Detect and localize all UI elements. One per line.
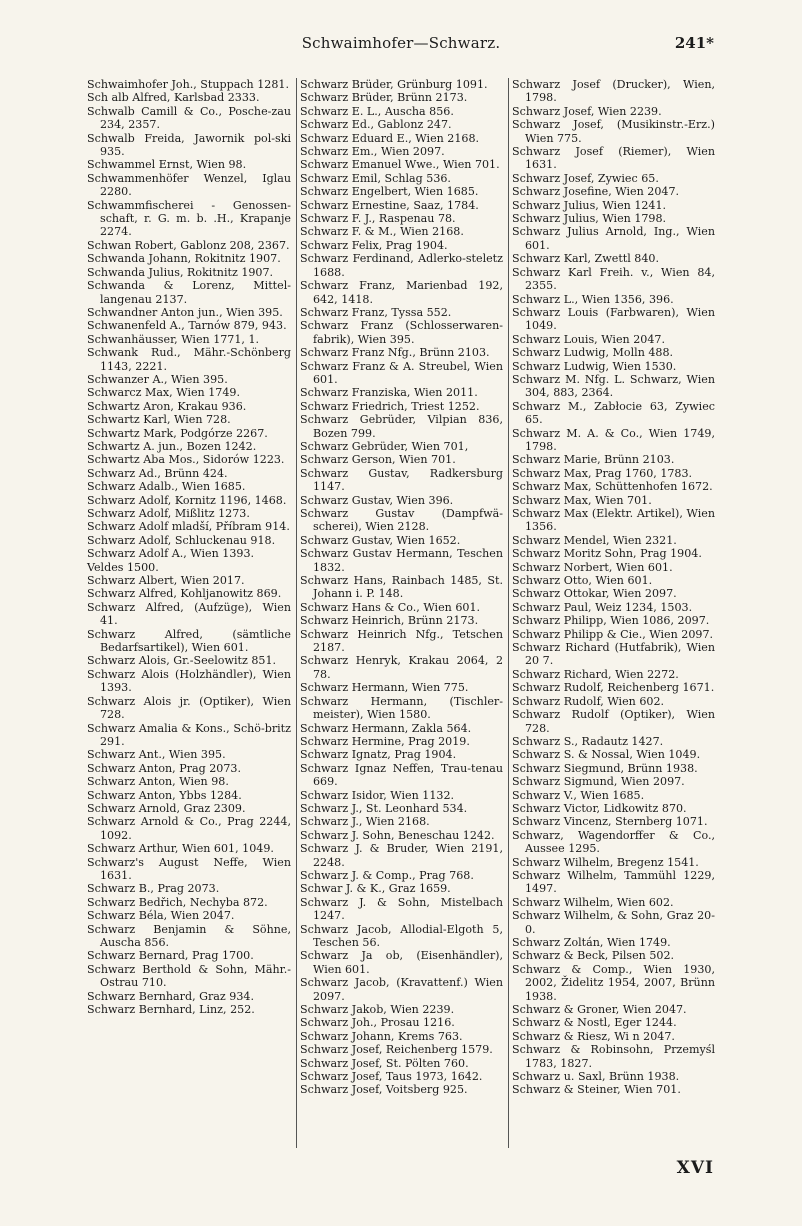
directory-entry: Schwarz Alois (Holzhändler), Wien 1393. [87, 667, 291, 695]
directory-entry: Schwarz Franz, Tyssa 552. [300, 305, 452, 319]
directory-entry: Schwarz Alois jr. (Optiker), Wien 728. [87, 694, 291, 722]
directory-entry: Schwarz Siegmund, Brünn 1938. [512, 761, 698, 775]
directory-entry: Schwarz & Nostl, Eger 1244. [512, 1016, 677, 1030]
directory-entry: Schwarz F. J., Raspenau 78. [300, 212, 456, 226]
directory-entry: Schwarz Karl, Zwettl 840. [512, 252, 660, 266]
directory-entry: Schwarz Franziska, Wien 2011. [300, 386, 478, 400]
directory-entry: Schwarz Ja ob, (Eisenhändler), Wien 601. [300, 949, 503, 976]
directory-entry: Schwarz Max, Wien 701. [512, 493, 652, 507]
column-1 [84, 78, 296, 1148]
directory-entry: Schwarz u. Saxl, Brünn 1938. [512, 1070, 680, 1084]
directory-entry: Schwarz Emanuel Wwe., Wien 701. [300, 158, 500, 172]
directory-entry: Schwarz Philipp, Wien 1086, 2097. [512, 614, 710, 628]
directory-entry: Schwarz Paul, Weiz 1234, 1503. [512, 600, 693, 614]
directory-entry: Schwanzer A., Wien 395. [87, 372, 228, 386]
directory-entry: Schwarz Ed., Gablonz 247. [300, 118, 452, 132]
directory-entry: Schwarz Wilhelm, Tammühl 1229, 1497. [512, 868, 715, 896]
directory-entry: Schwarz Max (Elektr. Artikel), Wien 1356. [512, 507, 715, 534]
directory-entry: Schwarz Marie, Brünn 2103. [512, 453, 675, 467]
directory-entry: Schwarz M. Nfg. L. Schwarz, Wien 304, 883, 2364. [512, 372, 715, 400]
directory-entry: Schwarz Heinrich Nfg., Tetschen 2187. [300, 627, 503, 655]
directory-entry: Schwarz Jacob, Allodial-Elgoth 5, Teschen 56. [300, 922, 503, 949]
directory-entry: Schwarz Isidor, Wien 1132. [300, 788, 455, 802]
directory-entry: Schwarz B., Prag 2073. [87, 882, 220, 896]
directory-entry: Schwarz Anton, Wien 98. [87, 775, 229, 789]
directory-entry: Schwan Robert, Gablonz 208, 2367. [87, 238, 290, 252]
directory-entry: Schwarz Arnold, Graz 2309. [87, 801, 246, 815]
directory-entry: Schwarz Max, Prag 1760, 1783. [512, 466, 693, 480]
directory-entry: Schwarz Gustav Hermann, Teschen 1832. [300, 547, 503, 574]
directory-entry: Schwarz Josef (Riemer), Wien 1631. [512, 145, 715, 172]
directory-entry: Schwarz S., Radautz 1427. [512, 734, 664, 748]
directory-entry: Schwarz Bedřich, Nechyba 872. [87, 895, 268, 909]
directory-entry: Schwanda Johann, Rokitnitz 1907. [87, 252, 281, 266]
directory-entry: Schwarz Rudolf, Reichenberg 1671. [512, 681, 715, 695]
column-3 [508, 78, 720, 1148]
directory-entry: Schwarz Emil, Schlag 536. [300, 171, 451, 185]
directory-entry: Schwammel Ernst, Wien 98. [87, 158, 247, 172]
directory-entry: Schwarz Richard (Hutfabrik), Wien 20 7. [512, 641, 715, 668]
directory-entry: Schwarz Johann, Krems 763. [300, 1029, 463, 1043]
directory-entry: Schwarz Adolf mladší, Příbram 914. [87, 520, 290, 534]
directory-entry: Schwarz Friedrich, Triest 1252. [300, 399, 480, 413]
directory-entry: Schwarz Rudolf (Optiker), Wien 728. [512, 708, 715, 735]
directory-entry: Schwarz Hermann, Wien 775. [300, 681, 469, 695]
directory-entry: Schwarz Ad., Brünn 424. [87, 466, 228, 480]
directory-entry: Schwarz, Wagendorffer & Co., Aussee 1295. [512, 828, 715, 856]
directory-entry: Schwarz Wilhelm, Bregenz 1541. [512, 855, 699, 869]
directory-entry: Schwarz Ludwig, Molln 488. [512, 346, 674, 360]
directory-entry: Schwarz Josef, (Musikinstr.-Erz.) Wien 775. [512, 118, 715, 145]
directory-entry: Schwarz & Beck, Pilsen 502. [512, 949, 675, 963]
directory-entry: Schwarz Adolf, Mißlitz 1273. [87, 507, 250, 520]
directory-entry: Schwarz Louis, Wien 2047. [512, 332, 665, 346]
directory-entry: Schwarz Adolf, Schluckenau 918. [87, 533, 276, 547]
directory-entry: Schwarz Josef, Wien 2239. [512, 104, 662, 118]
directory-entry: Schwarz Anton, Prag 2073. [87, 761, 242, 775]
directory-entry: Schwarz Ferdinand, Adlerko-steletz 1688. [300, 252, 503, 279]
directory-entry: Schwarz Rudolf, Wien 602. [512, 694, 665, 708]
directory-entry: Schwarz Bernhard, Linz, 252. [87, 1003, 255, 1017]
directory-entry: Schwarz Em., Wien 2097. [300, 145, 445, 159]
directory-entry: Schwarz Julius, Wien 1798. [512, 212, 667, 226]
directory-entry: Schwanda Julius, Rokitnitz 1907. [87, 265, 274, 279]
directory-entry: Schwarz Adolf A., Wien 1393. [87, 547, 255, 561]
directory-entry: Schwarz J. & Comp., Prag 768. [300, 868, 474, 882]
directory-entry: Schwarz Zoltán, Wien 1749. [512, 936, 671, 949]
directory-entry: Schwarz Béla, Wien 2047. [87, 909, 235, 923]
directory-entry: Schwarz J., Wien 2168. [300, 815, 430, 829]
directory-entry: Schwarz J. & Sohn, Mistelbach 1247. [300, 895, 503, 923]
directory-entry: Schwarz Philipp & Cie., Wien 2097. [512, 627, 714, 641]
directory-entry: Schwarz Hans & Co., Wien 601. [300, 600, 481, 614]
directory-entry: Schwarz Albert, Wien 2017. [87, 574, 245, 588]
directory-entry: Schwarz Josef, Zywiec 65. [512, 171, 659, 185]
directory-entry: Schwarz Julius, Wien 1241. [512, 198, 667, 212]
directory-entry: Schwarz Wilhelm, & Sohn, Graz 20-0. [512, 909, 715, 936]
directory-entry: Sch alb Alfred, Karlsbad 2333. [87, 91, 260, 105]
directory-entry: Schwank Rud., Mähr.-Schönberg 1143, 2221. [87, 346, 291, 373]
directory-entry: Schwarz Hans, Rainbach 1485, St. Johann i. P. 148. [300, 574, 503, 601]
directory-entry: Schwanenfeld A., Tarnów 879, 943. [87, 319, 287, 333]
directory-entry: Schwarz Wilhelm, Wien 602. [512, 895, 674, 909]
directory-entry: Schwarz Bernhard, Graz 934. [87, 989, 254, 1003]
directory-entry: Schwarz Berthold & Sohn, Mähr.-Ostrau 710. [87, 962, 291, 990]
directory-entry: Schwarz Louis (Farbwaren), Wien 1049. [512, 305, 715, 333]
directory-entry: Schwarz Hermann, Zakla 564. [300, 721, 472, 735]
directory-entry: Schwarz Franz & A. Streubel, Wien 601. [300, 359, 503, 386]
directory-entry: Schwarz Alfred, (Aufzüge), Wien 41. [87, 600, 291, 628]
directory-entry: Schwarz Arthur, Wien 601, 1049. [87, 842, 274, 856]
directory-entry: Schwarz Eduard E., Wien 2168. [300, 131, 480, 145]
directory-entry: Schwarz Ignatz, Prag 1904. [300, 748, 457, 762]
directory-entry: Schwarz S. & Nossal, Wien 1049. [512, 748, 701, 762]
directory-entry: Schwarz & Comp., Wien 1930, 2002, Židelitz 1954, 2007, Brünn 1938. [512, 962, 715, 1003]
directory-entry: Schwarz Joh., Prosau 1216. [300, 1016, 455, 1030]
directory-entry: Schwarz Franz, Marienbad 192, 642, 1418. [300, 279, 503, 306]
directory-entry: Schwarz Felix, Prag 1904. [300, 238, 448, 252]
directory-entry: Schwalb Freida, Jawornik pol-ski 935. [87, 131, 291, 159]
directory-entry: Schwarz & Robinsohn, Przemyśl 1783, 1827. [512, 1043, 715, 1070]
directory-entry: Schwarz F. & M., Wien 2168. [300, 225, 464, 239]
directory-entry: Schwarz Heinrich, Brünn 2173. [300, 614, 479, 628]
directory-entry: Schwarz & Riesz, Wi n 2047. [512, 1029, 675, 1043]
directory-entry: Schwarz M., Zabłocie 63, Zywiec 65. [512, 399, 715, 427]
directory-entry: Schwarz Brüder, Brünn 2173. [300, 91, 468, 105]
directory-entry: Schwanhäusser, Wien 1771, 1. [87, 332, 260, 346]
directory-entry: Schwarz Gustav, Wien 1652. [300, 533, 461, 547]
directory-entry: Schwarz M. A. & Co., Wien 1749, 1798. [512, 426, 715, 453]
directory-entry: Schwarz Vincenz, Sternberg 1071. [512, 815, 708, 829]
directory-entry: Schwartz Aron, Krakau 936. [87, 399, 247, 413]
directory-entry: Schwarz Victor, Lidkowitz 870. [512, 801, 687, 815]
directory-entry: Schwarz J. Sohn, Beneschau 1242. [300, 828, 495, 842]
directory-entry: Schwarz Sigmund, Wien 2097. [512, 775, 685, 789]
directory-entry: Schwarz Max, Schüttenhofen 1672. [512, 480, 713, 494]
directory-entry: Schwammenhöfer Wenzel, Iglau 2280. [87, 171, 291, 199]
directory-entry: Schwarz Jakob, Wien 2239. [300, 1003, 455, 1017]
directory-entry: Schwarz Ottokar, Wien 2097. [512, 587, 677, 601]
directory-entry: Schwarz Hermann, (Tischler-meister), Wien 1580. [300, 694, 503, 722]
directory-entry: Schwarz Ant., Wien 395. [87, 748, 226, 762]
directory-entry: Schwarz's August Neffe, Wien 1631. [87, 855, 291, 882]
directory-entry: Schwarz Mendel, Wien 2321. [512, 533, 677, 547]
directory-entry: Schwarz Gebrüder, Wien 701, [300, 439, 469, 453]
directory-entry: Schwarz Franz Nfg., Brünn 2103. [300, 346, 490, 360]
directory-entry: Schwarz Benjamin & Söhne, Auscha 856. [87, 922, 291, 949]
directory-entry: Schwandner Anton jun., Wien 395. [87, 305, 283, 319]
directory-entry: Schwartz Mark, Podgórze 2267. [87, 426, 268, 440]
directory-entry: Schwarz Gustav (Dampfwä-scherei), Wien 2128. [300, 507, 503, 534]
directory-entry: Schwarz Otto, Wien 601. [512, 574, 653, 588]
directory-entry: Schwarz Richard, Wien 2272. [512, 667, 679, 681]
column-2 [296, 78, 508, 1148]
page-header [0, 34, 802, 56]
directory-entry: Schwarcz Max, Wien 1749. [87, 386, 240, 400]
page-number: 241* [674, 34, 714, 52]
directory-entry: Schwarz V., Wien 1685. [512, 788, 645, 802]
directory-entry: Schwaimhofer Joh., Stuppach 1281. [87, 78, 289, 91]
directory-entry: Schwarz Hermine, Prag 2019. [300, 734, 470, 748]
directory-entry: Schwarz & Steiner, Wien 701. [512, 1083, 681, 1097]
directory-entry: Schwarz Gustav, Radkersburg 1147. [300, 466, 503, 494]
directory-entry: Schwarz Franz (Schlosserwaren-fabrik), Wien 395. [300, 319, 503, 346]
directory-entry: Schwarz Josef (Drucker), Wien, 1798. [512, 78, 715, 105]
directory-entry: Schwarz Alois, Gr.-Seelowitz 851. [87, 654, 277, 668]
directory-entry: Schwarz Norbert, Wien 601. [512, 560, 673, 574]
directory-entry: Veldes 1500. [87, 560, 159, 574]
directory-entry: Schwarz Gerson, Wien 701. [300, 453, 456, 467]
directory-entry: Schwarz Alfred, (sämtliche Bedarfsartikel), Wien 601. [87, 627, 291, 655]
directory-entry: Schwarz J., St. Leonhard 534. [300, 801, 468, 815]
running-title: Schwaimhofer—Schwarz. [301, 34, 501, 52]
directory-entry: Schwarz Bernard, Prag 1700. [87, 949, 254, 963]
directory-entry: Schwarz Ernestine, Saaz, 1784. [300, 198, 479, 212]
directory-entry: Schwarz Karl Freih. v., Wien 84, 2355. [512, 265, 715, 293]
directory-entry: Schwarz Josefine, Wien 2047. [512, 185, 680, 199]
directory-entry: Schwarz Arnold & Co., Prag 2244, 1092. [87, 815, 291, 842]
directory-entry: Schwarz L., Wien 1356, 396. [512, 292, 674, 306]
directory-entry: Schwarz Moritz Sohn, Prag 1904. [512, 547, 702, 561]
directory-entry: Schwarz Jacob, (Kravattenf.) Wien 2097. [300, 976, 503, 1003]
directory-entry: Schwartz A. jun., Bozen 1242. [87, 439, 257, 453]
directory-entry: Schwarz Brüder, Grünburg 1091. [300, 78, 488, 91]
directory-entry: Schwarz Gebrüder, Vilpian 836, Bozen 799. [300, 413, 503, 440]
directory-entry: Schwarz Adolf, Kornitz 1196, 1468. [87, 493, 287, 507]
directory-entry: Schwarz Josef, Taus 1973, 1642. [300, 1070, 483, 1084]
directory-entry: Schwarz J. & Bruder, Wien 2191, 2248. [300, 842, 503, 869]
directory-entry: Schwammfischerei - Genossen-schaft, r. G. m. b. .H., Krapanje 2274. [87, 198, 291, 239]
directory-entry: Schwar J. & K., Graz 1659. [300, 882, 451, 896]
directory-entry: Schwanda & Lorenz, Mittel-langenau 2137. [87, 279, 291, 306]
directory-entry: Schwarz Gustav, Wien 396. [300, 493, 454, 507]
directory-entry: Schwarz Josef, St. Pölten 760. [300, 1056, 469, 1070]
directory-entry: Schwarz Anton, Ybbs 1284. [87, 788, 242, 802]
directory-entry: Schwarz Engelbert, Wien 1685. [300, 185, 479, 199]
directory-entry: Schwarz Julius Arnold, Ing., Wien 601. [512, 225, 715, 252]
directory-entry: Schwalb Camill & Co., Posche-zau 234, 2357. [87, 104, 291, 132]
directory-columns [84, 78, 720, 1148]
directory-entry: Schwarz Ignaz Neffen, Trau-tenau 669. [300, 761, 503, 789]
directory-entry: Schwarz Alfred, Kohljanowitz 869. [87, 587, 282, 601]
signature-mark: XVI [676, 1158, 714, 1178]
directory-entry: Schwarz Ludwig, Wien 1530. [512, 359, 677, 373]
directory-entry: Schwarz Henryk, Krakau 2064, 2 78. [300, 654, 503, 681]
directory-entry: Schwartz Aba Mos., Sidorów 1223. [87, 453, 285, 467]
directory-entry: Schwarz & Groner, Wien 2047. [512, 1003, 687, 1017]
directory-entry: Schwarz Amalia & Kons., Schö-britz 291. [87, 721, 291, 748]
directory-entry: Schwarz Josef, Voitsberg 925. [300, 1083, 468, 1097]
directory-entry: Schwarz Josef, Reichenberg 1579. [300, 1043, 493, 1057]
directory-entry: Schwarz Adalb., Wien 1685. [87, 480, 246, 494]
directory-entry: Schwartz Karl, Wien 728. [87, 413, 231, 427]
directory-entry: Schwarz E. L., Auscha 856. [300, 104, 454, 118]
